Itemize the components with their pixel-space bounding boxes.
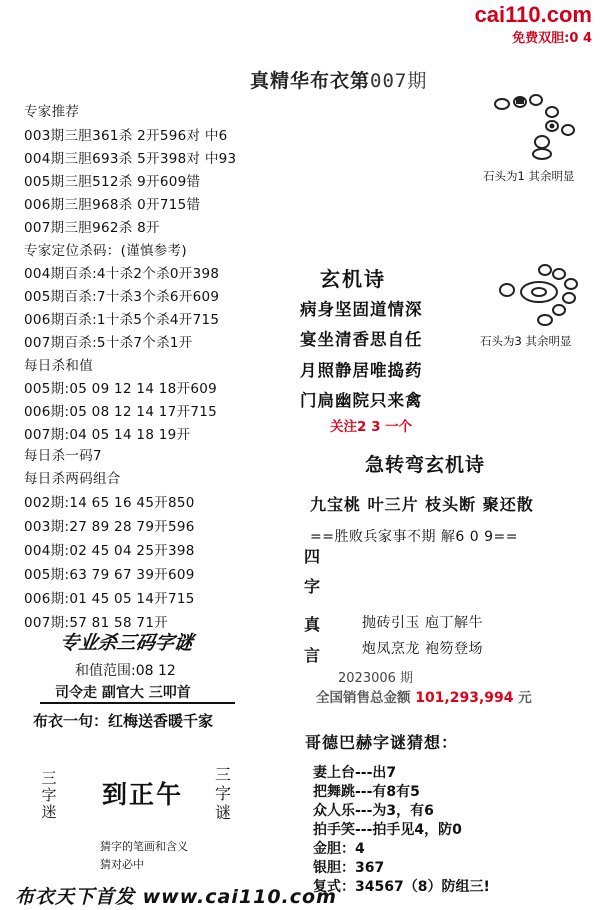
sum-range: 和值范围:08 12 xyxy=(75,663,176,679)
stone-puzzle-3-icon xyxy=(495,262,595,332)
riddle-daozhengwu: 到正午 xyxy=(102,780,184,809)
left-line-1: 003期三胆361杀 2开596对 中6 xyxy=(24,128,228,144)
divider-line xyxy=(40,702,235,704)
riddle-hint-2: 猜对必中 xyxy=(100,858,144,871)
left-line-7: 004期百杀:4十杀2个杀0开398 xyxy=(24,266,220,282)
left-line-11: 每日杀和值 xyxy=(24,358,93,374)
stone-caption-1: 石头为1 其余明显 xyxy=(483,169,575,183)
idiom-line-1: 炮凤烹龙 袍笏登场 xyxy=(362,641,483,657)
sales-label: 全国销售总金额 xyxy=(316,690,411,706)
left-line-20: 005期:63 79 67 39开609 xyxy=(24,567,195,583)
page-title-issue: 007期 xyxy=(370,70,428,92)
left-line-17: 002期:14 65 16 45开850 xyxy=(24,495,195,511)
footer-banner[interactable]: 布衣天下首发 www.cai110.com xyxy=(15,886,337,908)
sales-amount: 101,293,994 xyxy=(415,690,514,706)
jiubao-line: 九宝桃 叶三片 枝头断 聚还散 xyxy=(310,495,534,514)
left-line-12: 005期:05 09 12 14 18开609 xyxy=(24,381,218,397)
left-line-0: 专家推荐 xyxy=(24,104,80,120)
poem-line-1: 宴坐清香思自任 xyxy=(300,330,423,349)
riddle-line-5: 银胆：367 xyxy=(313,860,385,876)
riddle-line-3: 拍手笑---拍手见4，防0 xyxy=(313,822,462,838)
riddle-line-6: 复式：34567（8）防组三! xyxy=(313,879,490,895)
site-brand[interactable]: cai110.com xyxy=(474,2,592,27)
poem-line-0: 病身坚固道情深 xyxy=(300,300,423,319)
page-title xyxy=(250,66,427,93)
riddle-line-4: 金胆：4 xyxy=(313,841,365,857)
left-line-9: 006期百杀:1十杀5个杀4开715 xyxy=(24,312,220,328)
left-line-18: 003期:27 89 28 79开596 xyxy=(24,519,195,535)
left-line-13: 006期:05 08 12 14 17开715 xyxy=(24,404,218,420)
siling-riddle: 司令走 副官大 三叩首 xyxy=(55,685,191,701)
three-char-riddle-right: 三字谜 xyxy=(214,765,231,822)
left-line-14: 007期:04 05 14 18 19开 xyxy=(24,427,191,443)
idiom-line-0: 抛砖引玉 庖丁解牛 xyxy=(362,615,483,631)
buyi-sentence: 布衣一句：红梅送香暖千家 xyxy=(33,712,214,730)
left-line-16: 每日杀两码组合 xyxy=(24,471,121,487)
three-char-riddle-left: 三字迷 xyxy=(41,769,57,821)
page-title-main: 真精华布衣第 xyxy=(250,70,371,92)
sizi-char-3: 言 xyxy=(303,646,320,665)
poem-line-2: 月照静居唯捣药 xyxy=(300,361,423,380)
focus-note: 关注2 3 一个 xyxy=(330,419,413,435)
riddle-line-2: 众人乐---为3，有6 xyxy=(313,803,434,819)
xuanji-title: 玄机诗 xyxy=(320,267,386,291)
kill-three-riddle-title: 专业杀三码字谜 xyxy=(58,632,195,654)
left-line-21: 006期:01 45 05 14开715 xyxy=(24,591,195,607)
issue-number: 2023006 期 xyxy=(338,671,414,686)
sizi-char-1: 字 xyxy=(303,577,320,596)
left-line-3: 005期三胆512杀 9开609错 xyxy=(24,174,201,190)
shengbai-line: ==胜败兵家事不期 解6 0 9== xyxy=(310,529,518,545)
sizi-char-0: 四 xyxy=(303,547,320,566)
left-line-5: 007期三胆962杀 8开 xyxy=(24,220,160,236)
goldbach-riddle-title: 哥德巴赫字谜猜想： xyxy=(305,733,459,752)
stone-puzzle-1-icon xyxy=(490,92,590,162)
left-line-10: 007期百杀:5十杀7个杀1开 xyxy=(24,335,193,351)
riddle-hint-1: 猜字的笔画和含义 xyxy=(100,840,188,853)
riddle-line-1: 把舞跳---有8有5 xyxy=(313,784,420,800)
sizi-char-2: 真 xyxy=(303,615,320,634)
riddle-line-0: 妻上台---出7 xyxy=(313,765,397,781)
stone-caption-2: 石头为3 其余明显 xyxy=(480,334,572,348)
sales-total xyxy=(316,686,532,706)
left-line-2: 004期三胆693杀 5开398对 中93 xyxy=(24,151,237,167)
free-double-pick: 免费双胆:0 4 xyxy=(512,31,592,46)
left-line-6: 专家定位杀码：(谨慎参考) xyxy=(24,243,187,259)
left-line-15: 每日杀一码7 xyxy=(24,448,102,464)
left-line-4: 006期三胆968杀 0开715错 xyxy=(24,197,201,213)
sales-unit: 元 xyxy=(518,690,532,706)
left-line-8: 005期百杀:7十杀3个杀6开609 xyxy=(24,289,220,305)
poem-line-3: 门扃幽院只来禽 xyxy=(300,391,423,410)
left-line-22: 007期:57 81 58 71开 xyxy=(24,615,169,631)
jizhuan-title: 急转弯玄机诗 xyxy=(365,454,486,476)
left-line-19: 004期:02 45 04 25开398 xyxy=(24,543,195,559)
